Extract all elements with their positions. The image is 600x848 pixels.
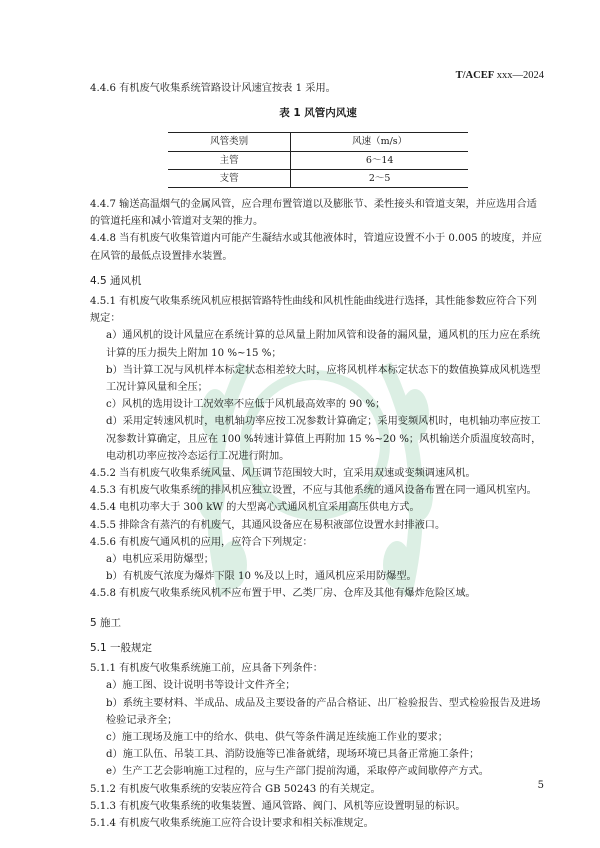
chapter-heading-5: 5 施工: [90, 616, 122, 629]
list-item: a）通风机的设计风量应在系统计算的总风量上附加风管和设备的漏风量，通风机的压力应在系统计算的压力损失上附加 10 %~15 %；: [106, 330, 540, 359]
clause-4-4-6: 4.4.6 有机废气收集系统管路设计风速宜按表 1 采用。: [90, 83, 336, 94]
table-cell: 6～14: [291, 151, 468, 169]
clause-4-5-3: 4.5.3 有机废气收集系统的排风机应独立设置，不应与其他系统的通风设备布置在同一通风机室内。: [90, 485, 537, 497]
list-item: e）生产工艺会影响施工过程的，应与生产部门提前沟通，采取停产或间歇停产方式。: [106, 766, 489, 778]
list-item: b）系统主要材料、半成品、成品及主要设备的产品合格证、出厂检验报告、型式检验报告及进场检验记录齐全；: [106, 697, 541, 726]
standard-suffix: xxx—2024: [496, 70, 544, 81]
clause-4-5-8: 4.5.8 有机废气收集系统风机不应布置于甲、乙类厂房、仓库及其他有爆炸危险区域。: [90, 588, 476, 600]
table-cell: 支管: [168, 169, 291, 187]
table-header-row: [168, 133, 468, 151]
list-item: a）电机应采用防爆型；: [106, 554, 214, 566]
clause-5-1-3: 5.1.3 有机废气收集系统的收集装置、通风管路、阀门、风机等应设置明显的标识。: [90, 800, 466, 812]
clause-5-1-4: 5.1.4 有机废气收集系统施工应符合设计要求和相关标准规定。: [90, 817, 374, 829]
table-row: [168, 169, 468, 187]
list-item: b）当计算工况与风机样本标定状态相差较大时，应将风机样本标定状态下的数值换算成风机选型工况计算风量和全压；: [106, 364, 541, 394]
list-item: c）风机的选用设计工况效率不应低于风机最高效率的 90 %；: [106, 399, 386, 411]
column-header: 风速（m/s）: [291, 133, 468, 151]
clause-4-4-8: 4.4.8 当有机废气收集管道内可能产生凝结水或其他液体时，管道应设置不小于 0.005 的坡度，并应在风管的最低点设置排水装置。: [90, 233, 542, 262]
list-item: c）施工现场及施工中的给水、供电、供气等条件满足连续施工作业的要求；: [106, 731, 448, 743]
section-heading-4-5: 4.5 通风机: [90, 274, 142, 287]
clause-4-5-5: 4.5.5 排除含有蒸汽的有机废气，其通风设备应在易积液部位设置水封排液口。: [90, 519, 446, 531]
clause-4-5-2: 4.5.2 当有机废气收集系统风量、风压调节范围较大时，宜采用双速或变频调速风机。: [90, 468, 476, 480]
table-cell: 主管: [168, 151, 291, 169]
column-header: 风管类别: [168, 133, 291, 151]
clause-4-5-4: 4.5.4 电机功率大于 300 kW 的大型离心式通风机宜采用高压供电方式。: [90, 502, 420, 514]
list-item: d）施工队伍、吊装工具、消防设施等已准备就绪，现场环境已具备正常施工条件；: [106, 749, 480, 761]
clause-4-5-6: 4.5.6 有机废气通风机的应用，应符合下列规定：: [90, 536, 313, 548]
list-item: b）有机废气浓度为爆炸下限 10 %及以上时，通风机应采用防爆型。: [106, 571, 417, 583]
clause-4-4-7: 4.4.7 输送高温烟气的金属风管，应合理布置管道以及膨胀节、柔性接头和管道支架，并应选用合适的管道托座和减小管道对支架的推力。: [90, 199, 537, 228]
table-title: 表 1 风管内风速: [279, 107, 357, 120]
list-item: d）采用定转速风机时，电机轴功率应按工况参数计算确定；采用变频风机时，电机轴功率应按工况参数计算确定，且应在 100 %转速计算值上再附加 15 %~20 %；风机输送介质温度较高时，电动机功率应按冷态运行工况进行附加。: [106, 416, 542, 462]
duct-velocity-table: [168, 132, 468, 188]
section-heading-5-1: 5.1 一般规定: [90, 641, 153, 654]
clause-5-1-1: 5.1.1 有机废气收集系统施工前，应具备下列条件：: [90, 663, 323, 675]
list-item: a）施工图、设计说明书等设计文件齐全；: [106, 680, 296, 692]
page-number: 5: [537, 780, 544, 791]
clause-4-5-1: 4.5.1 有机废气收集系统风机应根据管路特性曲线和风机性能曲线进行选择，其性能参数应符合下列规定：: [90, 296, 537, 325]
standard-code: T/ACEF: [455, 70, 495, 81]
table-row: [168, 151, 468, 169]
document-body: [90, 80, 546, 832]
clause-5-1-2: 5.1.2 有机废气收集系统的安装应符合 GB 50243 的有关规定。: [90, 783, 381, 795]
table-cell: 2～5: [291, 169, 468, 187]
